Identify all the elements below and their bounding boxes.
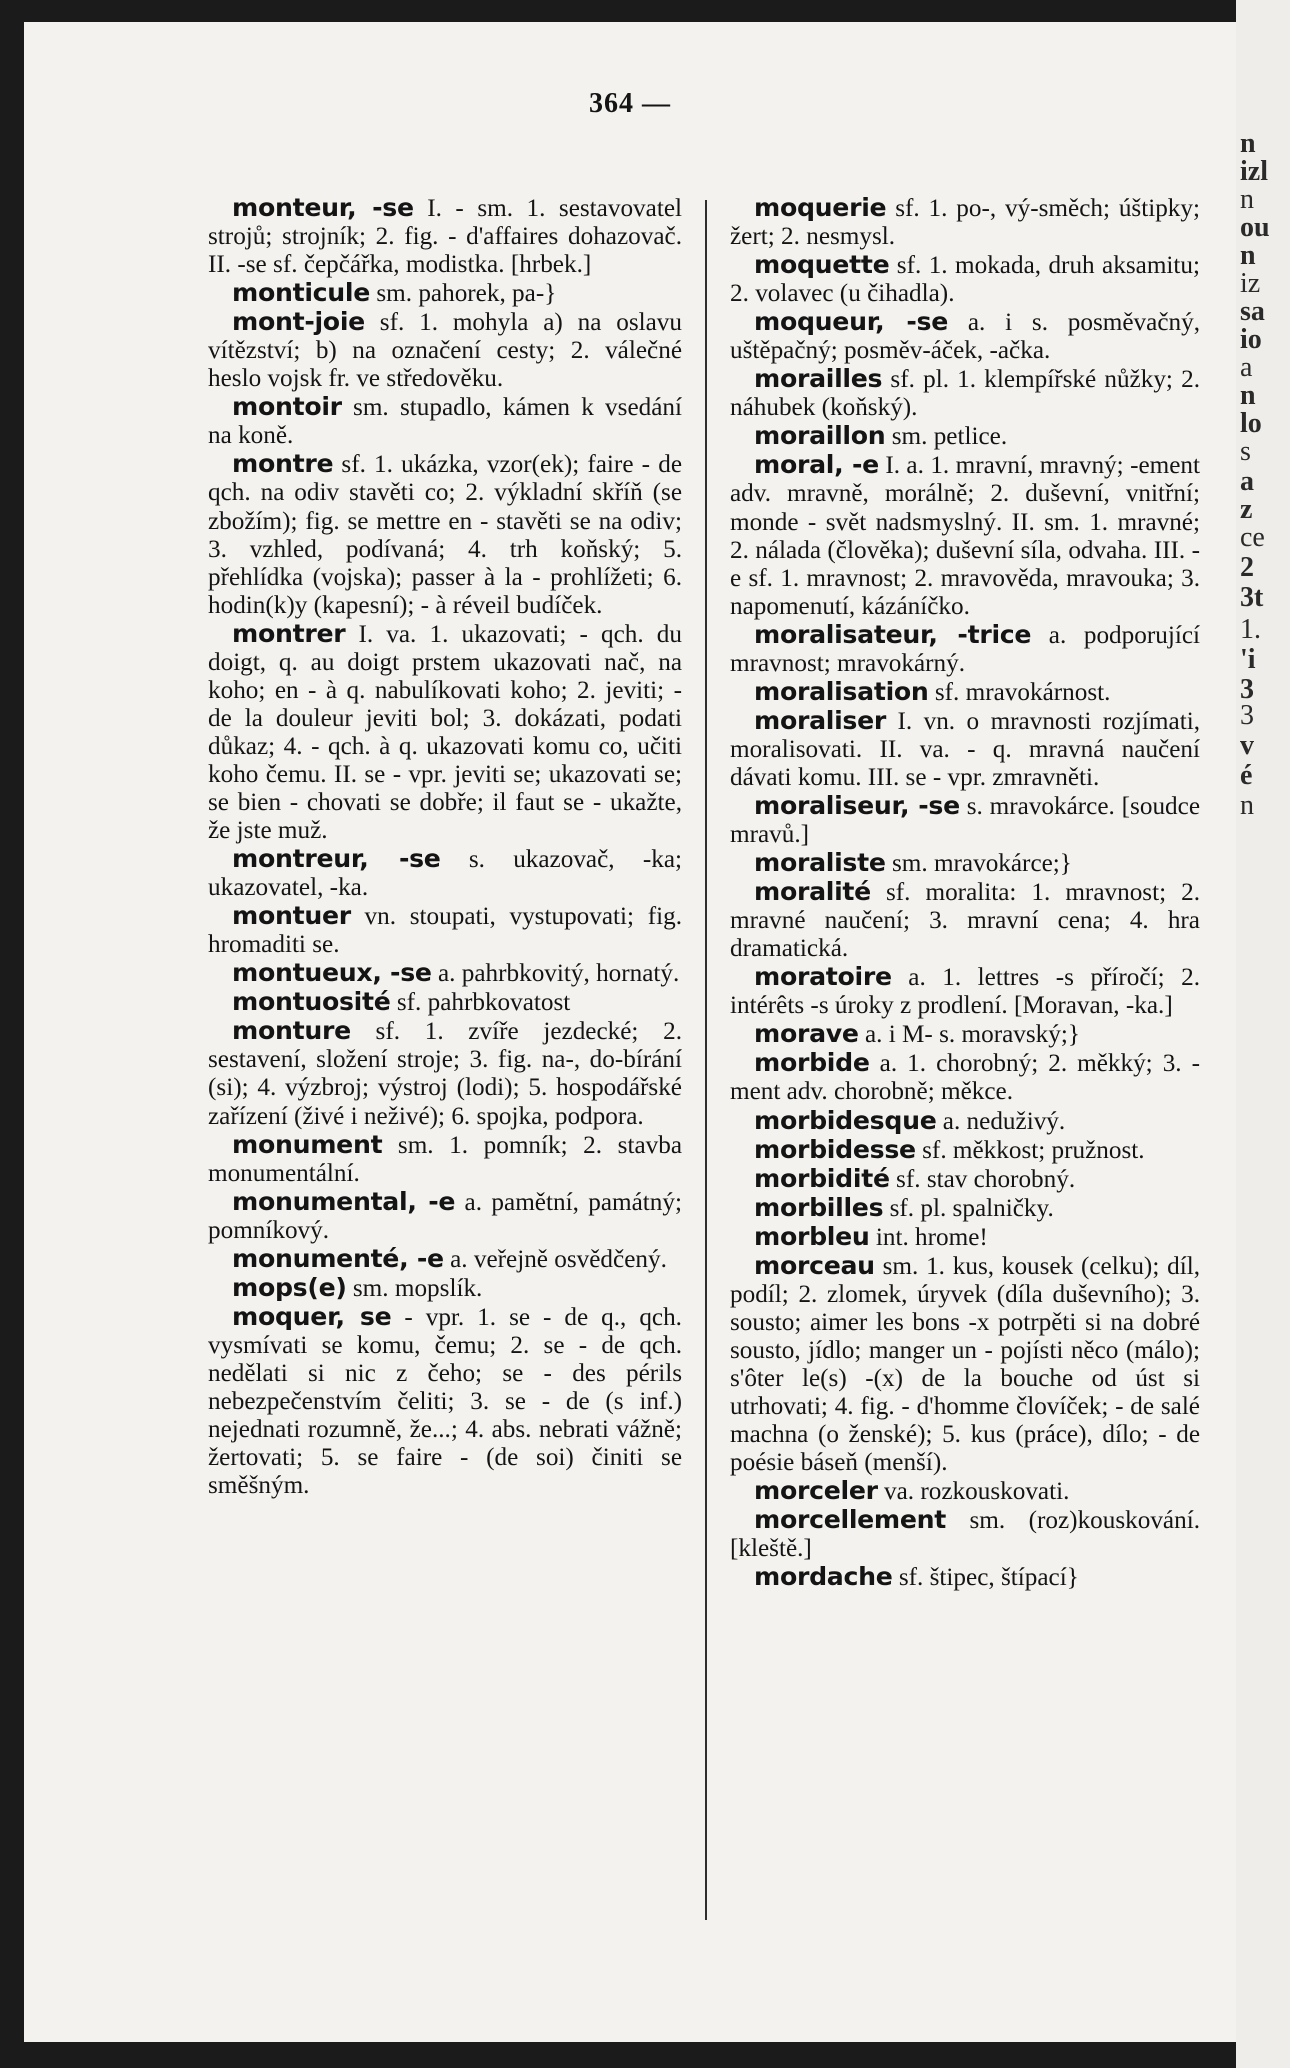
entry-definition: sf. 1. zvíře jezdecké; 2. sestavení, složení stroje; 3. fig. na-, do-bírání (si); 4. výzbroj; výstroj (lodi); 5. hospodářské zařízení (živé i neživé); 6. spojka, podpora. bbox=[208, 1018, 682, 1130]
dictionary-entry bbox=[730, 792, 1200, 849]
entry-definition: a. 1. chorobný; 2. měkký; 3. -ment adv. chorobně; měkce. bbox=[730, 1050, 1200, 1106]
entry-headword: monticule bbox=[232, 278, 371, 308]
entry-definition: sf. pl. spalničky. bbox=[883, 1194, 1054, 1222]
entry-definition: a. pahrbkovitý, hornatý. bbox=[431, 960, 680, 988]
entry-headword: morave bbox=[754, 1019, 859, 1049]
edge-text-fragment: z bbox=[1240, 494, 1253, 525]
entry-headword: montoir bbox=[232, 392, 342, 422]
entry-definition: sm. pahorek, pa-} bbox=[370, 280, 557, 308]
entry-headword: morceau bbox=[754, 1250, 875, 1280]
entry-headword: moralité bbox=[754, 877, 871, 907]
edge-text-fragment: a bbox=[1240, 466, 1254, 497]
entry-definition: va. rozkouskovati. bbox=[877, 1478, 1070, 1506]
edge-text-fragment: n bbox=[1240, 380, 1256, 411]
edge-text-fragment: 3 bbox=[1240, 674, 1254, 705]
entry-headword: morailles bbox=[754, 364, 883, 394]
entry-definition: sf. 1. mokada, druh aksamitu; 2. volavec (u čihadla). bbox=[730, 252, 1200, 308]
edge-text-fragment: n bbox=[1240, 790, 1254, 821]
dictionary-entry bbox=[730, 678, 1200, 707]
entry-headword: morceler bbox=[754, 1476, 878, 1506]
entry-definition: a. i M- s. moravský;} bbox=[858, 1021, 1080, 1049]
entry-definition: vn. stoupati, vystupovati; fig. hromaditi se. bbox=[208, 903, 682, 959]
entry-headword: monument bbox=[232, 1129, 383, 1159]
edge-text-fragment: 'i bbox=[1240, 644, 1256, 675]
entry-headword: morbleu bbox=[754, 1221, 870, 1251]
dictionary-entry bbox=[730, 251, 1200, 308]
entry-headword: mops(e) bbox=[232, 1272, 347, 1302]
edge-text-fragment: v bbox=[1240, 730, 1254, 761]
edge-text-fragment: 3 bbox=[1240, 700, 1254, 731]
entry-headword: montuer bbox=[232, 901, 351, 931]
entry-definition: sm. stupadlo, kámen k vsedání na koně. bbox=[208, 394, 682, 450]
entry-headword: moquette bbox=[754, 250, 890, 280]
dictionary-entry bbox=[208, 308, 682, 393]
entry-headword: morbilles bbox=[754, 1192, 884, 1222]
dictionary-entry bbox=[730, 1049, 1200, 1106]
dictionary-entry bbox=[208, 845, 682, 902]
dictionary-entry bbox=[208, 279, 682, 308]
dictionary-entry bbox=[730, 451, 1200, 620]
dictionary-entry bbox=[208, 1303, 682, 1500]
column-divider bbox=[705, 200, 707, 1920]
dictionary-entry bbox=[730, 1252, 1200, 1477]
edge-text-fragment: 1. bbox=[1240, 614, 1261, 645]
entry-definition: int. hrome! bbox=[869, 1223, 988, 1251]
entry-headword: monumental, -e bbox=[232, 1186, 456, 1216]
entry-definition: sm. mravokárce;} bbox=[885, 850, 1072, 878]
dictionary-entry bbox=[208, 1245, 682, 1274]
adjacent-page-edge bbox=[1236, 0, 1290, 2068]
dictionary-entry bbox=[208, 988, 682, 1017]
entry-definition: a. neduživý. bbox=[936, 1107, 1066, 1135]
entry-headword: morbidité bbox=[754, 1163, 890, 1193]
edge-text-fragment: iz bbox=[1240, 268, 1261, 299]
entry-definition: sf. pl. 1. klempířské nůžky; 2. náhubek (koňský). bbox=[730, 366, 1200, 422]
entry-headword: moratoire bbox=[754, 962, 892, 992]
dictionary-entry bbox=[208, 620, 682, 845]
edge-text-fragment: ou bbox=[1240, 212, 1270, 243]
entry-definition: sm. mopslík. bbox=[346, 1274, 483, 1302]
entry-headword: moqueur, -se bbox=[754, 307, 949, 337]
entry-headword: moraliste bbox=[754, 848, 886, 878]
dictionary-entry bbox=[730, 1107, 1200, 1136]
dictionary-entry bbox=[730, 365, 1200, 422]
dictionary-entry bbox=[730, 1020, 1200, 1049]
entry-headword: montueux, -se bbox=[232, 958, 432, 988]
dictionary-entry bbox=[208, 1017, 682, 1130]
dictionary-entry bbox=[208, 1188, 682, 1245]
entry-definition: a. 1. lettres -s příročí; 2. intérêts -s úroky z prodlení. [Moravan, -ka.] bbox=[730, 964, 1200, 1020]
dictionary-entry bbox=[208, 902, 682, 959]
entry-headword: montreur, -se bbox=[232, 844, 441, 874]
entry-headword: monumenté, -e bbox=[232, 1243, 444, 1273]
dictionary-entry bbox=[730, 849, 1200, 878]
dictionary-entry bbox=[730, 1563, 1200, 1592]
entry-definition: sf. pahrbkovatost bbox=[390, 989, 571, 1017]
entry-headword: morbidesque bbox=[754, 1105, 937, 1135]
dictionary-entry bbox=[730, 707, 1200, 792]
dictionary-entry bbox=[208, 1131, 682, 1188]
entry-definition: sf. 1. po-, vý-směch; úštipky; žert; 2. nesmysl. bbox=[730, 195, 1200, 251]
dictionary-entry bbox=[208, 1274, 682, 1303]
entry-definition: sf. měkkost; pružnost. bbox=[915, 1136, 1145, 1164]
entry-headword: morbide bbox=[754, 1048, 870, 1078]
entry-headword: monture bbox=[232, 1016, 351, 1046]
entry-definition: sf. 1. ukázka, vzor(ek); faire - de qch. na odiv stavěti co; 2. výkladní skříň (se zbožím); fig. se mettre en - stavěti se na odiv; 3. vzhled, podívaná; 4. trh koňský; 5. přehlídka (vojska); passer à la - prohlížeti; 6. hodin(k)y (kapesní); - à réveil budíček. bbox=[208, 451, 682, 619]
entry-definition: sf. štipec, štípací} bbox=[892, 1564, 1079, 1592]
dictionary-entry bbox=[730, 878, 1200, 963]
dictionary-entry bbox=[208, 959, 682, 988]
entry-definition: sf. stav chorobný. bbox=[889, 1165, 1076, 1193]
entry-definition: sm. 1. kus, kousek (celku); díl, podíl; 2. zlomek, úryvek (díla duševního); 3. sousto; aimer les bons -x potrpěti si na dobré sousto, jídlo; manger un - pojísti něco (málo); s'ôter le(s) -(x) de la bouche od úst si utrhovati; 4. fig. - d'homme človíček; - de salé machna (o ženské); 5. kus (práce), dílo; - de poésie báseň (menší). bbox=[730, 1252, 1200, 1477]
dictionary-entry bbox=[730, 1506, 1200, 1563]
dictionary-entry bbox=[730, 1165, 1200, 1194]
entry-definition: I. va. 1. ukazovati; - qch. du doigt, q. au doigt prstem ukazovati nač, na koho; en - à q. nabulíkovati koho; 2. jeviti; - de la douleur jeviti bol; 3. dokázati, podati důkaz; 4. - qch. à q. ukazovati komu co, učiti koho čemu. II. se - vpr. jeviti se; ukazovati se; se bien - chovati se dobře; il faut se - ukažte, že jste muž. bbox=[208, 620, 682, 845]
entry-headword: moralisation bbox=[754, 676, 929, 706]
entry-definition: sf. moralita: 1. mravnost; 2. mravné naučení; 3. mravní cena; 4. hra dramatická. bbox=[730, 879, 1200, 963]
entry-definition: sf. 1. mohyla a) na oslavu vítězství; b) na označení cesty; 2. válečné heslo vojsk fr. ve středověku. bbox=[208, 309, 682, 393]
entry-definition: sm. 1. pomník; 2. stavba monumentální. bbox=[208, 1131, 682, 1187]
dictionary-entry bbox=[730, 1136, 1200, 1165]
dictionary-entry bbox=[730, 194, 1200, 251]
entry-definition: s. ukazovač, -ka; ukazovatel, -ka. bbox=[208, 846, 682, 902]
edge-text-fragment: ce bbox=[1240, 522, 1265, 553]
edge-text-fragment: 3t bbox=[1240, 582, 1264, 613]
entry-headword: moral, -e bbox=[754, 450, 879, 480]
edge-text-fragment: 2 bbox=[1240, 552, 1254, 583]
dictionary-entry bbox=[730, 621, 1200, 678]
entry-definition: I. - sm. 1. sestavovatel strojů; strojník; 2. fig. - d'affaires dohazovač. II. -se sf. čepčářka, modistka. [hrbek.] bbox=[208, 195, 682, 279]
dictionary-entry bbox=[208, 194, 682, 279]
edge-text-fragment: é bbox=[1240, 760, 1253, 791]
entry-definition: sf. mravokárnost. bbox=[928, 678, 1111, 706]
entry-headword: mordache bbox=[754, 1562, 893, 1592]
entry-headword: moraliseur, -se bbox=[754, 790, 960, 820]
edge-text-fragment: sa bbox=[1240, 296, 1265, 327]
entry-headword: mont-joie bbox=[232, 307, 365, 337]
entry-definition: a. podporující mravnost; mravokárný. bbox=[730, 621, 1200, 677]
right-column bbox=[730, 194, 1200, 1592]
edge-text-fragment: n bbox=[1240, 184, 1254, 215]
entry-definition: sm. (roz)kouskování. [kleště.] bbox=[730, 1507, 1200, 1563]
entry-headword: montuosité bbox=[232, 987, 391, 1017]
dictionary-entry bbox=[730, 422, 1200, 451]
edge-text-fragment: n bbox=[1240, 240, 1256, 271]
entry-headword: monteur, -se bbox=[232, 193, 414, 222]
entry-headword: moraliser bbox=[754, 705, 887, 735]
entry-definition: I. a. 1. mravní, mravný; -ement adv. mravně, morálně; 2. duševní, vnitřní; monde - svět nadsmyslný. II. sm. 1. mravné; 2. nálada (člověka); duševní síla, odvaha. III. -e sf. 1. mravnost; 2. mravověda, mravouka; 3. napomenutí, kázáníčko. bbox=[730, 452, 1200, 620]
dictionary-entry bbox=[730, 308, 1200, 365]
entry-headword: moquer, se bbox=[232, 1301, 392, 1331]
dictionary-entry bbox=[730, 1223, 1200, 1252]
dictionary-entry bbox=[730, 1477, 1200, 1506]
entry-headword: montrer bbox=[232, 618, 346, 648]
edge-text-fragment: a bbox=[1240, 352, 1253, 383]
dictionary-entry bbox=[208, 393, 682, 450]
dictionary-entry bbox=[730, 1194, 1200, 1223]
edge-text-fragment: io bbox=[1240, 324, 1262, 355]
edge-text-fragment: lo bbox=[1240, 408, 1262, 439]
edge-text-fragment: izl bbox=[1240, 156, 1268, 187]
dictionary-entry bbox=[730, 963, 1200, 1020]
edge-text-fragment: n bbox=[1240, 128, 1256, 159]
entry-headword: morbidesse bbox=[754, 1134, 916, 1164]
entry-definition: sm. petlice. bbox=[885, 423, 1008, 451]
entry-definition: s. mravokárce. [soudce mravů.] bbox=[730, 792, 1200, 849]
page-number: 364 — bbox=[589, 88, 671, 119]
entry-definition: I. vn. o mravnosti rozjímati, moralisovati. II. va. - q. mravná naučení dávati komu. III. se - vpr. zmravněti. bbox=[730, 707, 1200, 791]
entry-definition: a. pamětní, památný; pomníkový. bbox=[208, 1188, 682, 1244]
entry-headword: moraillon bbox=[754, 421, 886, 451]
entry-definition: a. i s. posměvačný, uštěpačný; posměv-áček, -ačka. bbox=[730, 309, 1200, 365]
dictionary-page bbox=[24, 22, 1236, 2042]
entry-headword: moquerie bbox=[754, 193, 887, 222]
dictionary-entry bbox=[208, 450, 682, 619]
entry-definition: a. veřejně osvědčený. bbox=[443, 1245, 667, 1273]
entry-headword: morcellement bbox=[754, 1505, 947, 1535]
entry-definition: - vpr. 1. se - de q., qch. vysmívati se komu, čemu; 2. se - de qch. nedělati si nic z čeho; se - des périls nebezpečenstvím čeliti; 3. se - de (s inf.) nejednati rozumně, že...; 4. abs. nebrati vážně; žertovati; 5. se faire - (de soi) činiti se směšným. bbox=[208, 1303, 682, 1500]
entry-headword: moralisateur, -trice bbox=[754, 619, 1032, 649]
entry-headword: montre bbox=[232, 449, 334, 479]
left-column bbox=[208, 194, 682, 1500]
edge-text-fragment: s bbox=[1240, 436, 1251, 467]
